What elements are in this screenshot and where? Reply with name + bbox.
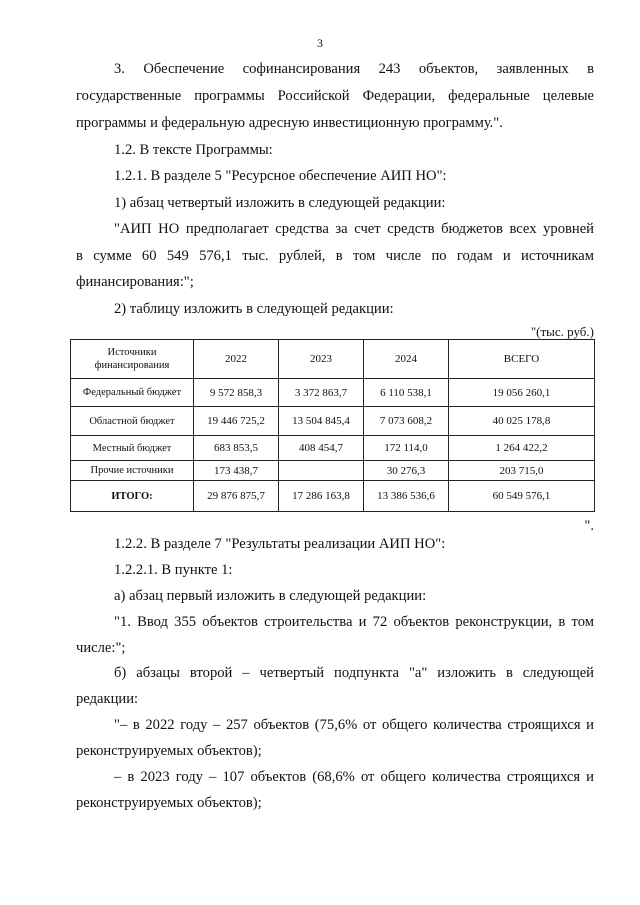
paragraph-line: реконструируемых объектов); xyxy=(76,795,262,811)
table-cell: 172 114,0 xyxy=(364,436,449,461)
table-cell: 7 073 608,2 xyxy=(364,407,449,436)
table-cell: 19 056 260,1 xyxy=(449,379,595,407)
table-total-row xyxy=(71,481,595,512)
table-row xyxy=(71,461,595,481)
table-cell: 3 372 863,7 xyxy=(279,379,364,407)
paragraph-line: финансирования:"; xyxy=(76,274,194,290)
table-cell: 1 264 422,2 xyxy=(449,436,595,461)
table-cell: 9 572 858,3 xyxy=(194,379,279,407)
header-cell-2024: 2024 xyxy=(364,340,449,379)
paragraph-line: реконструируемых объектов); xyxy=(76,743,262,759)
paragraph-line: а) абзац первый изложить в следующей редакции: xyxy=(114,588,427,604)
table-cell xyxy=(279,461,364,481)
paragraph-line: 1.2.2.1. В пункте 1: xyxy=(114,562,233,578)
paragraph-line: 2) таблицу изложить в следующей редакции: xyxy=(114,301,394,317)
paragraph-line: в сумме 60 549 576,1 тыс. рублей, в том числе по годам и источникам xyxy=(76,248,594,264)
header-cell-2022: 2022 xyxy=(194,340,279,379)
closing-quote: ". xyxy=(584,518,594,534)
table-header-row xyxy=(71,340,595,379)
paragraph-line: 1.2.1. В разделе 5 "Ресурсное обеспечение АИП НО": xyxy=(114,168,447,184)
table-cell: 408 454,7 xyxy=(279,436,364,461)
table-row xyxy=(71,407,595,436)
row-label: ИТОГО: xyxy=(71,481,194,512)
table-cell: 173 438,7 xyxy=(194,461,279,481)
table-cell: 203 715,0 xyxy=(449,461,595,481)
table-cell: 17 286 163,8 xyxy=(279,481,364,512)
row-label: Местный бюджет xyxy=(71,436,194,461)
table-cell: 6 110 538,1 xyxy=(364,379,449,407)
row-label: Областной бюджет xyxy=(71,407,194,436)
paragraph-line: государственные программы Российской Федерации, федеральные целевые xyxy=(76,88,594,104)
table-cell: 13 504 845,4 xyxy=(279,407,364,436)
table-cell: 40 025 178,8 xyxy=(449,407,595,436)
header-cell-2023: 2023 xyxy=(279,340,364,379)
table-row xyxy=(71,379,595,407)
table-cell: 30 276,3 xyxy=(364,461,449,481)
paragraph-line: 1.2. В тексте Программы: xyxy=(114,142,273,158)
paragraph-line: числе:"; xyxy=(76,640,126,656)
paragraph-line: "1. Ввод 355 объектов строительства и 72 объектов реконструкции, в том xyxy=(114,614,594,630)
paragraph-line: "– в 2022 году – 257 объектов (75,6% от общего количества строящихся и xyxy=(114,717,594,733)
header-cell-total: ВСЕГО xyxy=(449,340,595,379)
paragraph-line: программы и федеральную адресную инвестиционную программу.". xyxy=(76,115,503,131)
row-label: Прочие источники xyxy=(71,461,194,481)
paragraph-line: – в 2023 году – 107 объектов (68,6% от общего количества строящихся и xyxy=(114,769,594,785)
table-cell: 683 853,5 xyxy=(194,436,279,461)
header-cell-source: Источники финансирования xyxy=(71,340,194,379)
table-cell: 19 446 725,2 xyxy=(194,407,279,436)
paragraph-line: 1) абзац четвертый изложить в следующей редакции: xyxy=(114,195,446,211)
row-label: Федеральный бюджет xyxy=(71,379,194,407)
table-cell: 60 549 576,1 xyxy=(449,481,595,512)
table-cell: 29 876 875,7 xyxy=(194,481,279,512)
table-cell: 13 386 536,6 xyxy=(364,481,449,512)
paragraph-line: б) абзацы второй – четвертый подпункта "а" изложить в следующей xyxy=(114,665,594,681)
paragraph-line: 3. Обеспечение софинансирования 243 объектов, заявленных в xyxy=(114,61,594,77)
page-number: 3 xyxy=(317,36,323,50)
paragraph-line: редакции: xyxy=(76,691,139,707)
financing-table xyxy=(70,339,595,512)
table-row xyxy=(71,436,595,461)
table-unit-label: "(тыс. руб.) xyxy=(530,324,594,339)
paragraph-line: 1.2.2. В разделе 7 "Результаты реализации АИП НО": xyxy=(114,536,446,552)
paragraph-line: "АИП НО предполагает средства за счет средств бюджетов всех уровней xyxy=(114,221,594,237)
